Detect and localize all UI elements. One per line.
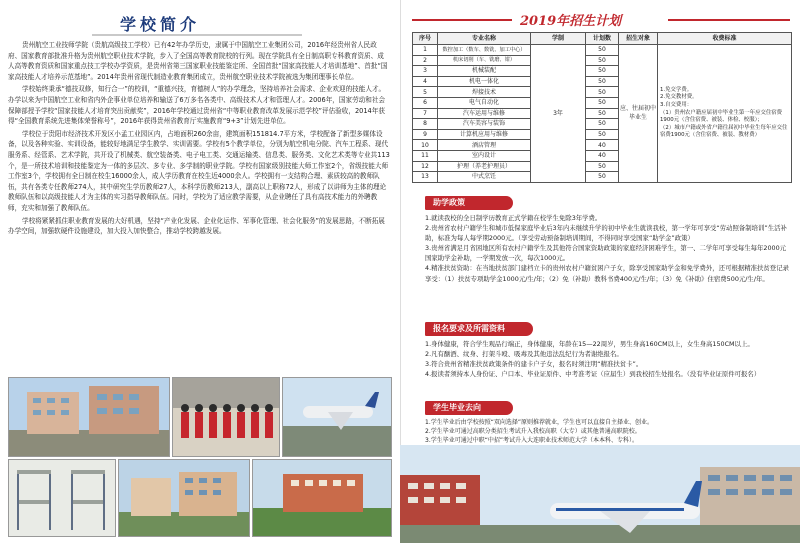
policy-item: 2.贵州省农村户籍学生和城市低保家庭毕业后3年内未继续升学的初中毕业生就读我校，第一学年可享受“劳动照备制培训”生活补助，标准为每人每学期2000元。（享受劳动预备制培训期间，不得同时享受国家“助学金”政策） [425, 224, 787, 243]
fee-line: 3.自交费用： [660, 101, 693, 108]
row-index: 5 [413, 87, 438, 98]
row-major: 数控加工（数车、数铣、加工中心） [438, 45, 531, 56]
row-major: 室内设计 [438, 150, 531, 161]
row-index: 10 [413, 140, 438, 151]
col-header-major: 专业名称 [438, 33, 531, 45]
row-index: 3 [413, 66, 438, 77]
aircraft-photo [282, 377, 392, 457]
photo-collage [8, 377, 392, 537]
target-cell: 应、往届初中毕业生 [619, 45, 658, 183]
row-count: 40 [586, 150, 619, 161]
title-rule-right [668, 19, 790, 21]
requirement-item: 2.凡有酗酒、纹身、打架斗殴、吸毒及其他违法乱纪行为者谢绝报名。 [425, 350, 623, 359]
row-major: 护理（养老护理员） [438, 161, 531, 172]
page-title-left: 学校简介 [120, 15, 201, 34]
col-header-fee: 收费标准 [658, 33, 792, 45]
row-count: 50 [586, 161, 619, 172]
fee-line: （1）贵州农户籍应届初中毕业生第一年应交住宿费1900元（含住宿费、被装、体检、校服）； [660, 109, 783, 124]
row-major: 汽车美容与装饰 [438, 119, 531, 130]
col-header-target: 招生对象 [619, 33, 658, 45]
table-header-row [413, 33, 792, 45]
graduation-item: 1.学生毕业后由学校按照“双向选择”原则推荐就业，学生也可以直接自主择业、创业。 [425, 419, 653, 426]
requirement-item: 4.报读者须持本人身份证、户口本、毕业证原件、中考准考证（应届生）到我校招生处报名。（没有毕业证原件可报名） [425, 370, 761, 379]
intro-paragraph-3: 学校位于贵阳市经济技术开发区小孟工业园区内，占地面积260余亩，建筑面积151814.7平方米，学校配备了新型多媒体设备，以及各种实验、实训设备，能较好地满足学生教学、实训需要。学校有5个教学单位，分别为航空机电分院、汽车工程系、现代服务系、经管系、艺术学院，共开设了机械类、航空装备类、电子电工类、交通运输类、信息类、服务类、文化艺术类等专业共113个，是一所技术培训和技能鉴定为一体的多层次、多专业、多学制的职业学院。学校有国家级别技能大师工作室2个，省级技能大师工作室3个，学校拥有全日制在校生16000余人，成人学历教育在校生近4000余人。学校拥有一支结构合理、素质较高的教师队伍，共有各类专任教师274人，其中研究生学历教师27人，本科学历教师213人，副高以上职称72人，形成了以讲师为主体的理论教师队伍和以高级技能人才为主体的实习指导教师队伍。同时，学校为了适应教学需要，从企业聘任了具有高技术能力的外聘教师，充实和加强了教师队伍。 [8, 129, 390, 212]
campus-plaza-photo [118, 459, 250, 537]
enrollment-plan-table [412, 32, 792, 183]
table-row [413, 45, 792, 56]
row-index: 12 [413, 161, 438, 172]
requirements-section-heading: 报名要求及所需资料 [425, 322, 533, 336]
row-count: 50 [586, 87, 619, 98]
row-count: 50 [586, 45, 619, 56]
row-major: 电气自动化 [438, 97, 531, 108]
row-count: 50 [586, 55, 619, 66]
row-index: 1 [413, 45, 438, 56]
requirement-item: 1.身体健康，符合学生观品行端正，身体健康，年龄在15—22周岁，男生身高160CM以上，女生身高150CM以上。 [425, 340, 754, 348]
row-major: 机电一体化 [438, 76, 531, 87]
plan-title: 2019年招生计划 [520, 14, 622, 29]
row-count: 50 [586, 119, 619, 130]
policy-item: 1.就读我校的全日制学历教育正式学籍在校学生免除3年学费。 [425, 214, 602, 222]
students-lineup-photo [172, 377, 280, 457]
row-major: 计算机应用与维修 [438, 129, 531, 140]
policy-item: 3.贵州省满足月省困地区所有农村户籍学生及其他符合国家资助政策的家庭经济困难学生，第一、二学年可享受每生每年2000元国家助学金补助，一学期发放一次，每次1000元。 [425, 244, 787, 263]
row-major: 中式烹饪 [438, 172, 531, 183]
intro-paragraph-4: 学校将紧紧抓住职业教育发展的大好机遇，坚持“产业化发展、企业化运作、军事化管理、社会化服务”的发展思路，不断拓展办学空间，加强软硬件设施建设，加大投入加快整合，推动学校跨越发展。 [8, 216, 385, 236]
row-major: 酒店管理 [438, 140, 531, 151]
dormitory-photo [8, 459, 116, 537]
intro-paragraph-1: 贵州航空工业技师学院（贵航高级技工学校）已有42年办学历史，隶属于中国航空工业集团公司，2016年经贵州省人民政府、国家教育部批准升格为贵州航空职业技术学院，步入了全国高等教育院校的行列。现在学院具有全日制高职专科教育资质、成人高等教育资质和国家重点技工学校办学资质，是贵州省第三国家职业技能鉴定所、全国首批“国家高技能人才培训基地”、首批“国家高技能人才培养示范基地”。2014年贵州省现代制造业教育集团成立，贵州航空职业技术学院被选为集团理事长单位。 [8, 41, 388, 81]
row-major: 机床切削（车、铣磨、钳） [438, 55, 531, 66]
row-major: 机械装配 [438, 66, 531, 77]
requirements-section [425, 339, 790, 379]
row-count: 50 [586, 97, 619, 108]
row-count: 50 [586, 76, 619, 87]
title-rule-left [412, 19, 512, 21]
row-index: 11 [413, 150, 438, 161]
duration-cell: 3年 [531, 45, 586, 183]
col-header-index: 序号 [413, 33, 438, 45]
campus-aircraft-photo [400, 445, 800, 543]
graduation-item: 2.学生毕业可通过高职分类招生考试升入我校高职（大专）或其他普通高职院校。 [425, 428, 641, 435]
row-index: 13 [413, 172, 438, 183]
row-index: 6 [413, 97, 438, 108]
row-count: 50 [586, 108, 619, 119]
row-count: 50 [586, 129, 619, 140]
row-index: 2 [413, 55, 438, 66]
policy-section-heading: 助学政策 [425, 196, 513, 210]
col-header-count: 计划数 [586, 33, 619, 45]
campus-building-photo [8, 377, 170, 457]
fee-cell [658, 45, 792, 183]
fee-line: 1.免交学费。 [660, 86, 693, 93]
graduation-section-heading: 学生毕业去向 [425, 401, 513, 415]
row-index: 4 [413, 76, 438, 87]
policy-section [425, 213, 790, 284]
row-index: 7 [413, 108, 438, 119]
row-major: 汽车运用与维修 [438, 108, 531, 119]
graduation-section [425, 418, 790, 445]
requirement-item: 3.符合贵州省精准扶贫政策条件的建卡户子女，报名时须注明“精准扶贫卡”。 [425, 360, 643, 369]
graduation-item: 3.学生毕业可通过中职“中招”考试升入大连职业技术师范大学（本本科、专科）。 [425, 437, 638, 444]
school-intro [8, 40, 390, 239]
row-index: 9 [413, 129, 438, 140]
row-major: 焊接技术 [438, 87, 531, 98]
campus-garden-photo [252, 459, 392, 537]
fee-line: （2）城市户籍或外省户籍往届初中毕业生每年应交住宿费1900元（含住宿费、被装、教材费） [660, 124, 788, 139]
intro-paragraph-2: 学校始终秉承“德技双修，知行合一”的校训，“重德兴技，育德树人”的办学理念，坚持培养社会需求、企业欢迎的技能人才。办学以来为中国航空工业和省内外企事业单位培养和输送了6万多名各类中、高级技术人才和管理人才。2006年，国家劳动和社会保障部授予学校“国家技能人才培育突出贡献奖”，2016年学校通过贵州省“中等职业教育改革发展示范学校”评估验收，2014年获得“全国教育系统先进集体荣誉称号”，2016年获得贵州省教育厅实施教育“9+3”计划先进单位。 [8, 85, 386, 126]
policy-item: 4.精准扶贫资助：在当地扶贫部门建档立卡的贵州农村户籍贫困户子女，除享受国家助学金和免学费外，还可根据精准扶贫登记录享受：（1）扶贫专项助学金1000元/生/年；（2）免（补助）教科书费400元/生/年；（3）免《补助》住宿费500元/生/年。 [425, 264, 789, 283]
fee-line: 2.免交教材费。 [660, 94, 698, 101]
row-count: 40 [586, 140, 619, 151]
row-count: 50 [586, 66, 619, 77]
col-header-duration: 学制 [531, 33, 586, 45]
row-index: 8 [413, 119, 438, 130]
row-count: 50 [586, 172, 619, 183]
